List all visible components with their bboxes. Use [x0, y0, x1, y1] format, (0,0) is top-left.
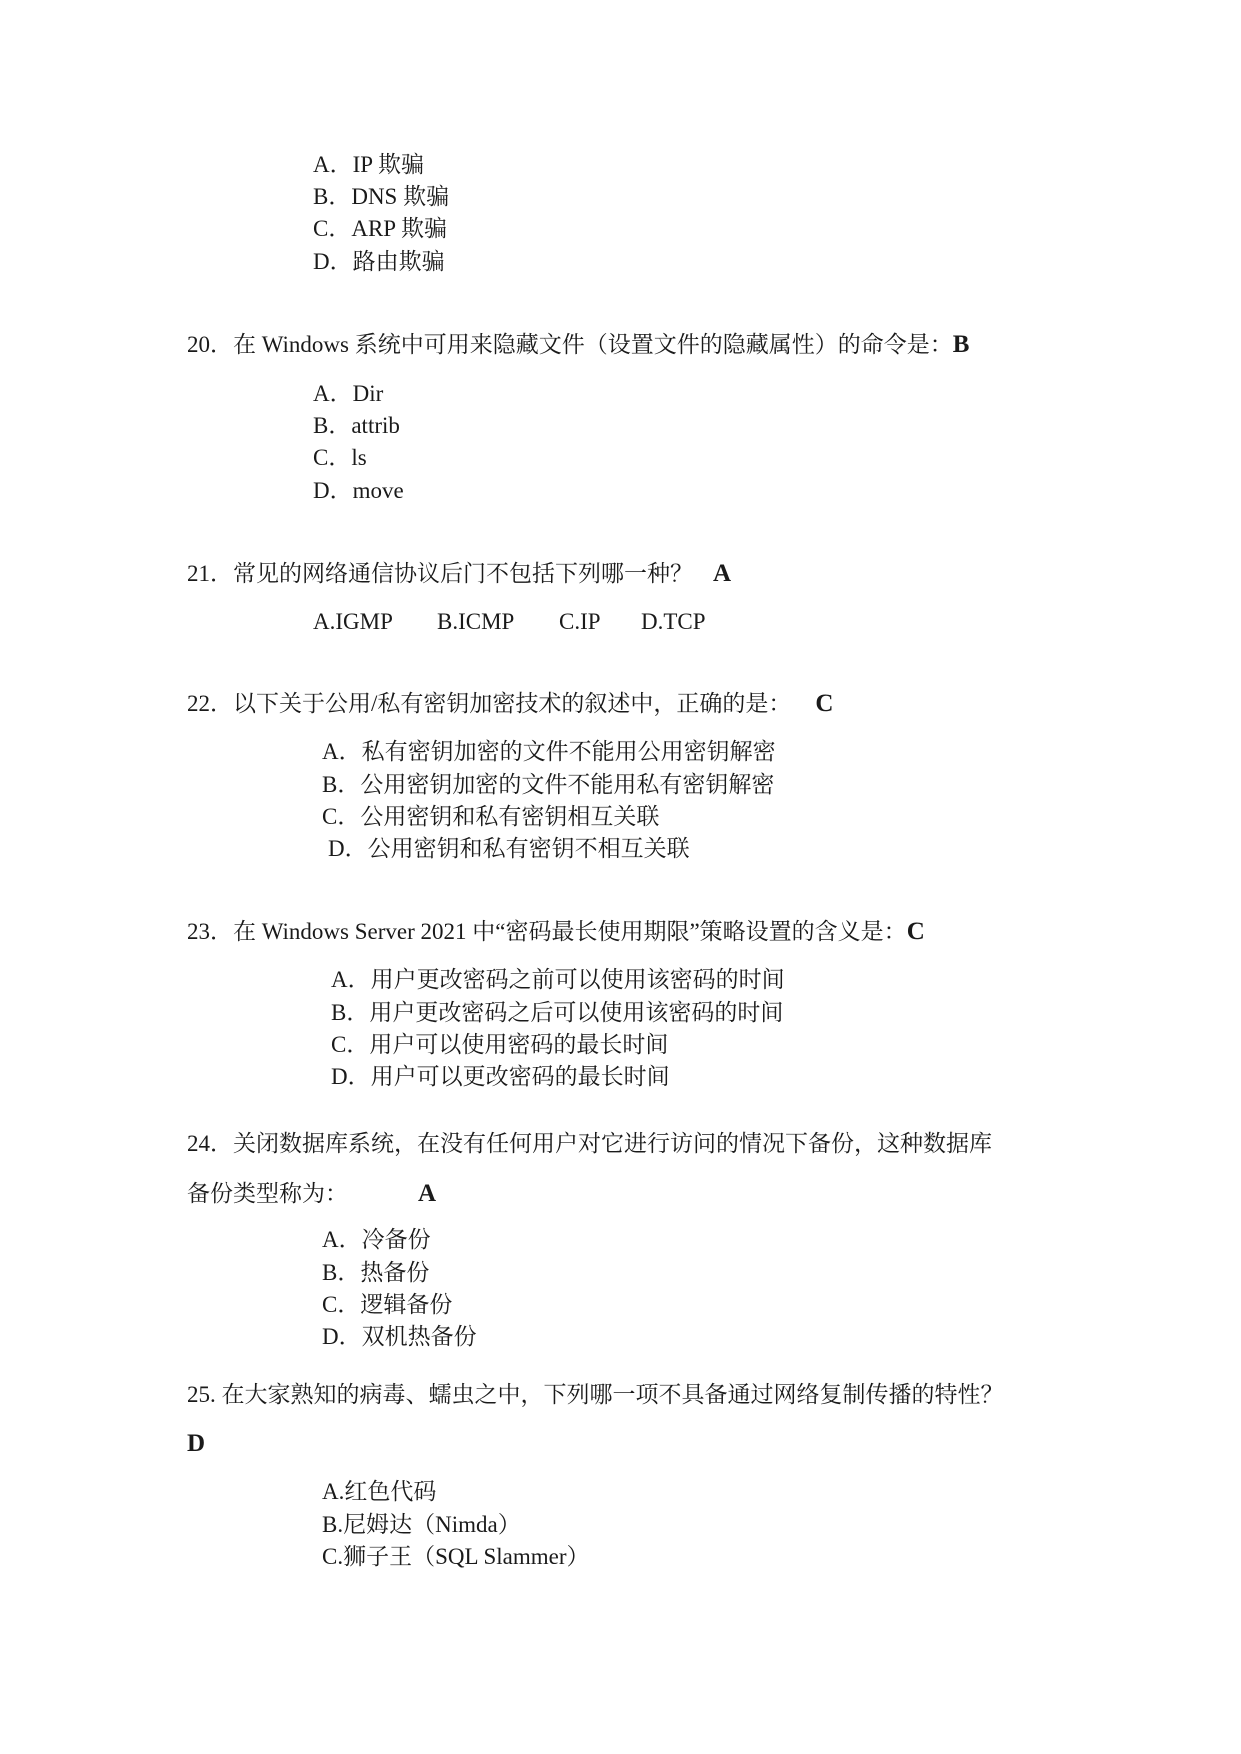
- q24-option-c: C．逻辑备份: [322, 1292, 453, 1317]
- q24-option-a: A．冷备份: [322, 1227, 431, 1252]
- q20-option-b: B．attrib: [313, 413, 400, 438]
- q24-question-line2: [187, 1179, 436, 1209]
- q23-text: 23．在 Windows Server 2021 中“密码最长使用期限”策略设置的含义是：: [187, 919, 907, 944]
- q21-question: [187, 559, 731, 589]
- q21-option-d: D.TCP: [641, 609, 706, 634]
- q22-option-c: C．公用密钥和私有密钥相互关联: [322, 804, 660, 829]
- q25-option-b: B.尼姆达（Nimda）: [322, 1512, 521, 1537]
- q20-option-c: C．ls: [313, 445, 367, 470]
- q22-text: 22．以下关于公用/私有密钥加密技术的叙述中，正确的是：: [187, 691, 792, 716]
- q25-option-a: A.红色代码: [322, 1479, 437, 1504]
- q21-option-a: A.IGMP: [313, 609, 393, 634]
- q24-answer: A: [418, 1180, 437, 1207]
- q24-option-d: D．双机热备份: [322, 1324, 477, 1349]
- q25-question: 25. 在大家熟知的病毒、蠕虫之中，下列哪一项不具备通过网络复制传播的特性？: [187, 1382, 1004, 1407]
- q23-option-b: B．用户更改密码之后可以使用该密码的时间: [331, 1000, 784, 1025]
- q25-answer: D: [187, 1430, 206, 1457]
- q24-text-line2: 备份类型称为：: [187, 1181, 348, 1206]
- q21-text: 21．常见的网络通信协议后门不包括下列哪一种？: [187, 561, 693, 586]
- q23-option-c: C．用户可以使用密码的最长时间: [331, 1032, 669, 1057]
- q19-option-a: A．IP 欺骗: [313, 152, 424, 177]
- q21-option-b: B.ICMP: [437, 609, 515, 634]
- q19-option-d: D．路由欺骗: [313, 249, 445, 274]
- q23-answer: C: [906, 918, 925, 945]
- q25-option-c: C.狮子王（SQL Slammer）: [322, 1544, 590, 1569]
- q21-option-c: C.IP: [559, 609, 601, 634]
- q19-option-b: B．DNS 欺骗: [313, 184, 450, 209]
- q21-answer: A: [713, 560, 732, 587]
- q22-question: [187, 689, 833, 719]
- q23-question: [187, 917, 925, 947]
- q23-option-a: A．用户更改密码之前可以使用该密码的时间: [331, 967, 785, 992]
- q22-option-b: B．公用密钥加密的文件不能用私有密钥解密: [322, 772, 775, 797]
- q20-question: [187, 330, 969, 360]
- q24-question-line1: 24．关闭数据库系统，在没有任何用户对它进行访问的情况下备份，这种数据库: [187, 1131, 992, 1156]
- q19-option-c: C．ARP 欺骗: [313, 216, 447, 241]
- q20-option-a: A．Dir: [313, 381, 384, 406]
- q24-option-b: B．热备份: [322, 1260, 430, 1285]
- q20-text: 20．在 Windows 系统中可用来隐藏文件（设置文件的隐藏属性）的命令是：: [187, 332, 953, 357]
- q20-option-d: D．move: [313, 478, 404, 503]
- q20-answer: B: [952, 331, 970, 358]
- q22-answer: C: [815, 690, 834, 717]
- q22-option-a: A．私有密钥加密的文件不能用公用密钥解密: [322, 739, 776, 764]
- q23-option-d: D．用户可以更改密码的最长时间: [331, 1064, 670, 1089]
- q22-option-d: D．公用密钥和私有密钥不相互关联: [328, 836, 690, 861]
